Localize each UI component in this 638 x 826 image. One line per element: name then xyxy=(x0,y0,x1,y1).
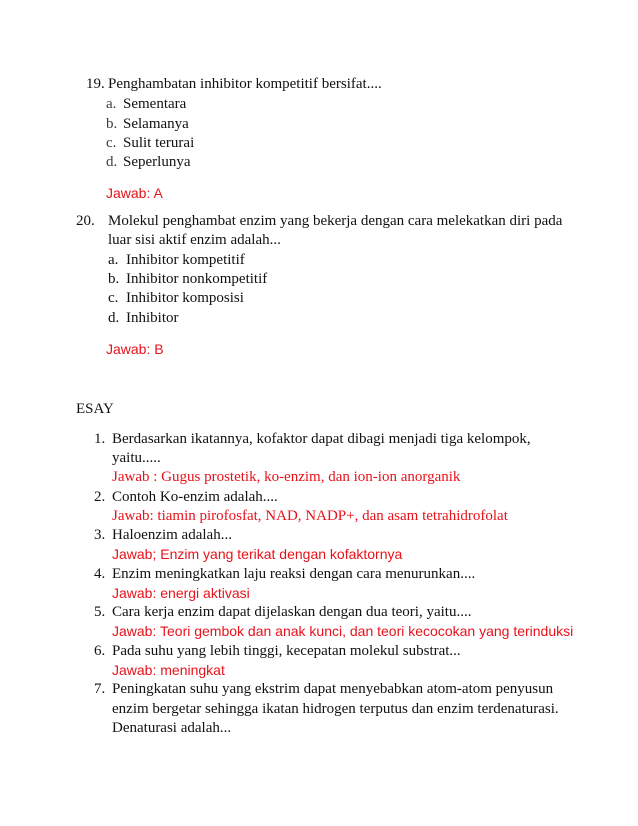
q20-option-d-text: Inhibitor xyxy=(126,310,179,326)
essay-item-4-number: 4. xyxy=(94,566,106,582)
essay-item-1-question-line1: Berdasarkan ikatannya, kofaktor dapat dibagi menjadi tiga kelompok, xyxy=(112,431,531,447)
q19-answer: Jawab: A xyxy=(106,185,163,201)
essay-item-3-question: Haloenzim adalah... xyxy=(112,527,232,543)
essay-item-6-question: Pada suhu yang lebih tinggi, kecepatan molekul substrat... xyxy=(112,643,461,659)
essay-item-5-answer: Jawab: Teori gembok dan anak kunci, dan teori kecocokan yang terinduksi xyxy=(112,623,574,639)
essay-item-2-question: Contoh Ko-enzim adalah.... xyxy=(112,489,278,505)
essay-heading: ESAY xyxy=(76,401,114,417)
q19-option-c-letter: c. xyxy=(106,135,117,151)
q20-question-line1: Molekul penghambat enzim yang bekerja dengan cara melekatkan diri pada xyxy=(108,213,563,229)
q19-option-d-letter: d. xyxy=(106,154,118,170)
essay-item-4-question: Enzim meningkatkan laju reaksi dengan cara menurunkan.... xyxy=(112,566,476,582)
q20-option-c-letter: c. xyxy=(108,290,119,306)
essay-item-7-question-line1: Peningkatan suhu yang ekstrim dapat menyebabkan atom-atom penyusun xyxy=(112,681,554,697)
essay-item-3-number: 3. xyxy=(94,527,106,543)
q20-option-b-text: Inhibitor nonkompetitif xyxy=(126,271,268,287)
essay-item-1-question-line2: yaitu..... xyxy=(112,450,161,466)
essay-item-7-question-line2: enzim bergetar sehingga ikatan hidrogen terputus dan enzim terdenaturasi. xyxy=(112,701,559,717)
essay-item-7-question-line3: Denaturasi adalah... xyxy=(112,720,232,736)
q19-option-a-text: Sementara xyxy=(123,96,187,112)
q19-option-a-letter: a. xyxy=(106,96,117,112)
q20-option-a-letter: a. xyxy=(108,252,119,268)
q20-option-b-letter: b. xyxy=(108,271,120,287)
essay-item-7-number: 7. xyxy=(94,681,106,697)
essay-item-4-answer: Jawab: energi aktivasi xyxy=(112,585,250,601)
q19-option-b-letter: b. xyxy=(106,116,118,132)
q20-number: 20. xyxy=(76,213,95,229)
q20-option-d-letter: d. xyxy=(108,310,120,326)
q19-option-c-text: Sulit terurai xyxy=(123,135,195,151)
q19-option-d-text: Seperlunya xyxy=(123,154,191,170)
essay-item-1-number: 1. xyxy=(94,431,106,447)
q20-answer: Jawab: B xyxy=(106,341,164,357)
q20-option-a-text: Inhibitor kompetitif xyxy=(126,252,245,268)
essay-item-3-answer: Jawab; Enzim yang terikat dengan kofaktornya xyxy=(112,546,403,562)
essay-item-5-number: 5. xyxy=(94,604,106,620)
essay-item-6-answer: Jawab: meningkat xyxy=(112,662,225,678)
essay-item-5-question: Cara kerja enzim dapat dijelaskan dengan dua teori, yaitu.... xyxy=(112,604,472,620)
q19-number: 19. xyxy=(86,76,105,92)
essay-item-2-number: 2. xyxy=(94,489,106,505)
q20-question-line2: luar sisi aktif enzim adalah... xyxy=(108,232,281,248)
essay-item-1-answer: Jawab : Gugus prostetik, ko-enzim, dan ion-ion anorganik xyxy=(112,469,461,485)
essay-item-2-answer: Jawab: tiamin pirofosfat, NAD, NADP+, dan asam tetrahidrofolat xyxy=(112,508,508,524)
essay-item-6-number: 6. xyxy=(94,643,106,659)
q20-option-c-text: Inhibitor komposisi xyxy=(126,290,244,306)
q19-question: Penghambatan inhibitor kompetitif bersifat.... xyxy=(108,76,382,92)
q19-option-b-text: Selamanya xyxy=(123,116,189,132)
